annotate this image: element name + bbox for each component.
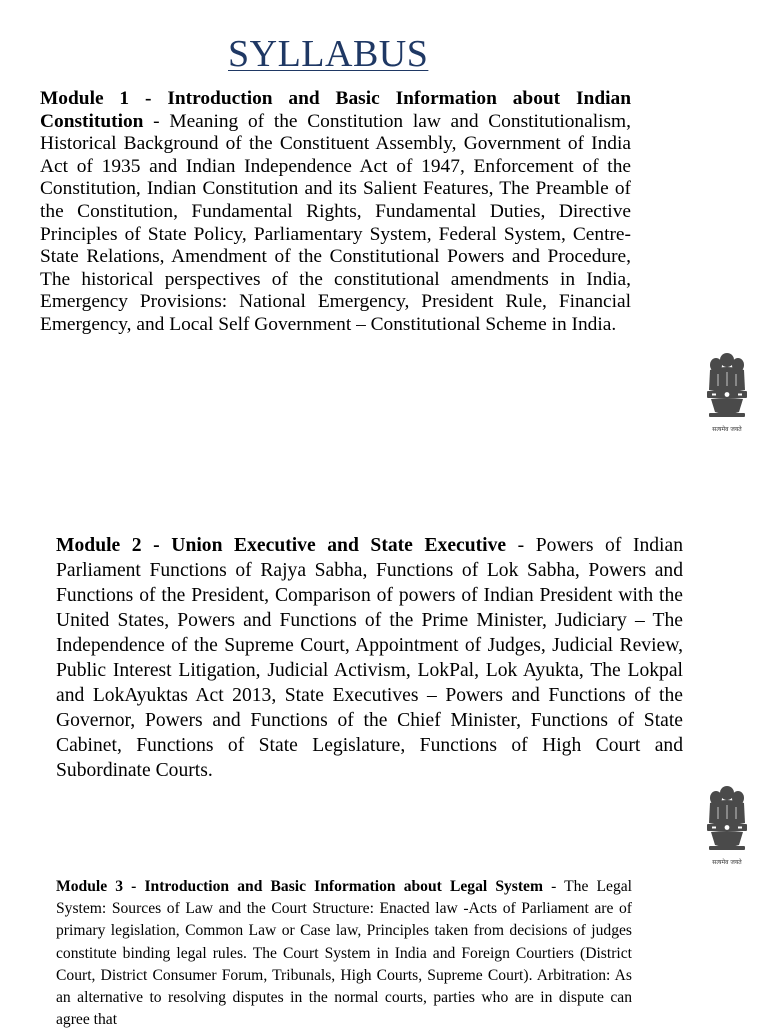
national-emblem-1 bbox=[699, 350, 755, 434]
module-3-paragraph bbox=[56, 876, 632, 1031]
module-3-heading: Module 3 - Introduction and Basic Information about Legal System bbox=[56, 878, 543, 895]
emblem-motto: सत्यमेव जयते bbox=[712, 426, 742, 433]
national-emblem-2 bbox=[699, 783, 755, 867]
national-emblem-icon bbox=[699, 350, 755, 424]
module-1-heading: Module 1 - Introduction and Basic Information about Indian Constitution bbox=[40, 88, 631, 132]
module-2-body: - Powers of Indian Parliament Functions of Rajya Sabha, Functions of Lok Sabha, Powers and Functions of the President, Comparison of powers of Indian President with the United States, Powers and Functions of the Prime Minister, Judiciary – The Independence of the Supreme Court, Appointment of Judges, Judicial Review, Public Interest Litigation, Judicial Activism, LokPal, Lok Ayukta, The Lokpal and LokAyuktas Act 2013, State Executives – Powers and Functions of the Governor, Powers and Functions of the Chief Minister, Functions of State Cabinet, Functions of State Legislature, Functions of High Court and Subordinate Courts. bbox=[56, 535, 683, 781]
module-3-body: - The Legal System: Sources of Law and the Court Structure: Enacted law -Acts of Parliament are of primary legislation, Common Law or Case law, Principles taken from decisions of judges constitute binding legal rules. The Court System in India and Foreign Courtiers (District Court, District Consumer Forum, Tribunals, High Courts, Supreme Court). Arbitration: As an alternative to resolving disputes in the normal courts, parties who are in dispute can agree that bbox=[56, 878, 632, 1029]
module-2-heading: Module 2 - Union Executive and State Executive bbox=[56, 535, 507, 556]
module-1-paragraph bbox=[40, 88, 631, 337]
module-1-body: - Meaning of the Constitution law and Constitutionalism, Historical Background of the Constituent Assembly, Government of India Act of 1935 and Indian Independence Act of 1947, Enforcement of the Constitution, Indian Constitution and its Salient Features, The Preamble of the Constitution, Fundamental Rights, Fundamental Duties, Directive Principles of State Policy, Parliamentary System, Federal System, Centre-State Relations, Amendment of the Constitutional Powers and Procedure, The historical perspectives of the constitutional amendments in India, Emergency Provisions: National Emergency, President Rule, Financial Emergency, and Local Self Government – Constitutional Scheme in India. bbox=[40, 110, 631, 335]
emblem-motto: सत्यमेव जयते bbox=[712, 859, 742, 866]
module-2-paragraph bbox=[56, 533, 683, 783]
national-emblem-icon bbox=[699, 783, 755, 857]
page-title: SYLLABUS bbox=[228, 33, 429, 75]
